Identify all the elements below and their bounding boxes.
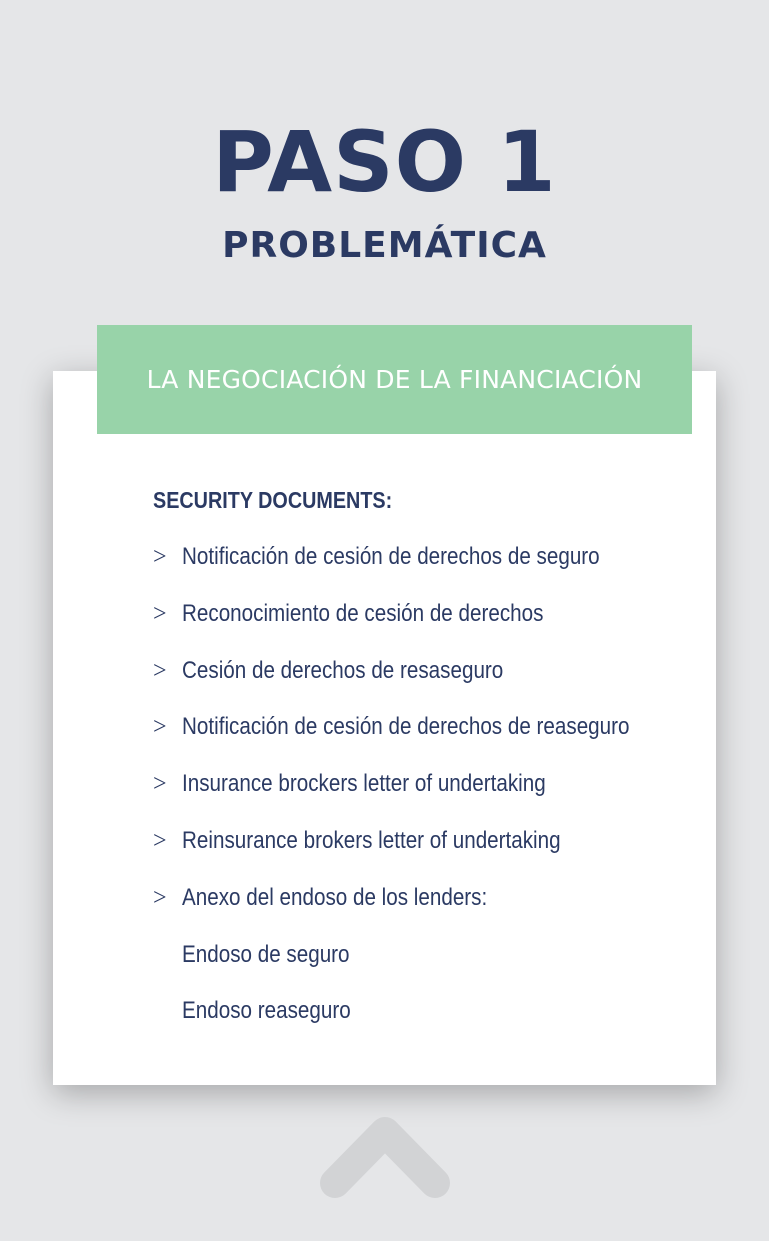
sub-list-item-text: Endoso reaseguro — [182, 997, 351, 1025]
sub-list-item-text: Endoso de seguro — [182, 940, 350, 968]
list-item — [153, 594, 702, 651]
arrow-marker: > — [153, 771, 167, 798]
list-item-text: Cesión de derechos de resaseguro — [182, 656, 504, 684]
section-banner-label: LA NEGOCIACIÓN DE LA FINANCIACIÓN — [146, 365, 643, 394]
sub-list-item — [153, 991, 702, 1048]
arrow-marker: > — [153, 827, 167, 854]
list-item-text: Anexo del endoso de los lenders: — [182, 883, 488, 911]
list-item — [153, 537, 702, 594]
list-item — [153, 764, 702, 821]
documents-heading: SECURITY DOCUMENTS: — [153, 487, 393, 513]
documents-list — [153, 537, 702, 1048]
arrow-marker: > — [153, 884, 167, 911]
list-item — [153, 821, 702, 878]
arrow-marker: > — [153, 714, 167, 741]
list-item-text: Notificación de cesión de derechos de reaseguro — [182, 713, 630, 741]
arrow-marker: > — [153, 600, 167, 627]
list-item-text: Notificación de cesión de derechos de seguro — [182, 543, 600, 570]
arrow-marker: > — [153, 657, 167, 684]
arrow-marker: > — [153, 544, 167, 570]
chevron-up-icon[interactable] — [318, 1115, 452, 1200]
sub-list-item — [153, 935, 702, 992]
list-item-text: Insurance brockers letter of undertaking — [182, 770, 546, 798]
step-subtitle: PROBLEMÁTICA — [222, 225, 547, 266]
list-item — [153, 707, 702, 764]
list-item — [153, 878, 702, 935]
step-title: PASO 1 — [212, 113, 557, 211]
section-banner — [97, 325, 692, 434]
list-item — [153, 651, 702, 708]
list-item-text: Reinsurance brokers letter of undertaking — [182, 826, 561, 854]
list-item-text: Reconocimiento de cesión de derechos — [182, 599, 544, 627]
